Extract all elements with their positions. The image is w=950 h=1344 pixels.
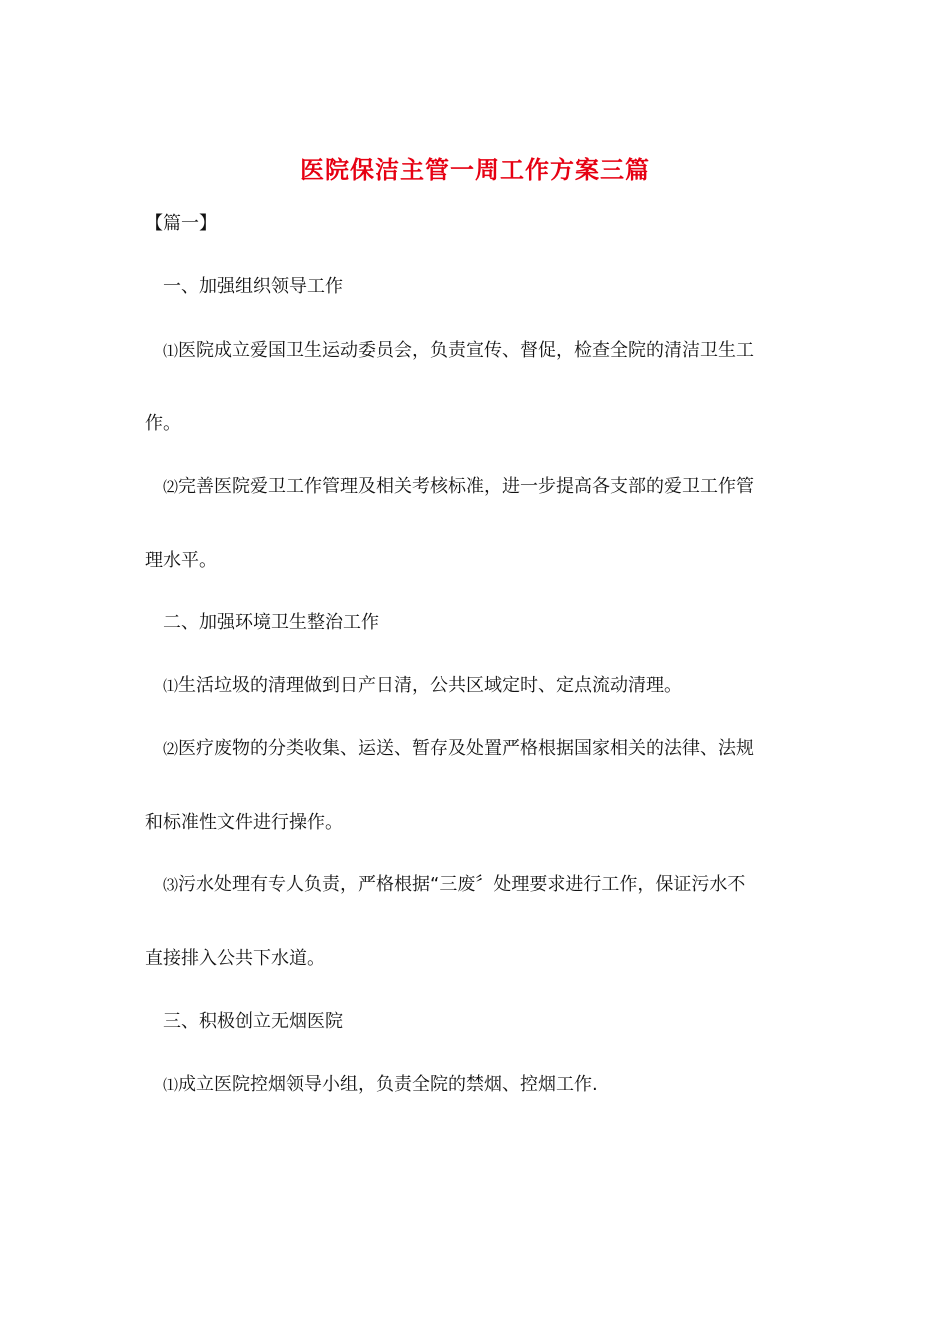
paragraph-text: 污水处理有专人负责，严格根据“三废〞处理要求进行工作，保证污水不 [178, 874, 746, 895]
paragraph-text: 完善医院爱卫工作管理及相关考核标准，进一步提高各支部的爱卫工作管 [178, 476, 755, 497]
paragraph-4-line-2: 和标准性文件进行操作。 [145, 812, 343, 833]
paragraph-6-line-1 [163, 1073, 598, 1097]
item-number: ⑶ [163, 876, 179, 894]
item-number: ⑴ [163, 342, 179, 360]
paragraph-5-line-1 [163, 873, 745, 897]
item-number: ⑵ [163, 478, 179, 496]
item-number: ⑴ [163, 1076, 179, 1094]
paragraph-5-line-2: 直接排入公共下水道。 [145, 948, 325, 969]
paragraph-text: 医院成立爱国卫生运动委员会，负责宣传、督促，检查全院的清洁卫生工 [178, 340, 755, 361]
section-label: 【篇一】 [145, 213, 217, 234]
paragraph-3-line-1 [163, 674, 682, 698]
paragraph-text: 生活垃圾的清理做到日产日清，公共区域定时、定点流动清理。 [178, 675, 683, 696]
item-number: ⑵ [163, 740, 179, 758]
paragraph-text: 成立医院控烟领导小组，负责全院的禁烟、控烟工作. [178, 1074, 598, 1095]
item-number: ⑴ [163, 677, 179, 695]
paragraph-2-line-2: 理水平。 [145, 550, 217, 571]
heading-3: 三、积极创立无烟医院 [163, 1011, 343, 1032]
paragraph-2-line-1 [163, 475, 754, 499]
paragraph-text: 医疗废物的分类收集、运送、暂存及处置严格根据国家相关的法律、法规 [178, 738, 755, 759]
paragraph-1-line-1 [163, 339, 754, 363]
document-title: 医院保洁主管一周工作方案三篇 [300, 155, 650, 184]
paragraph-4-line-1 [163, 737, 754, 761]
heading-2: 二、加强环境卫生整治工作 [163, 612, 379, 633]
heading-1: 一、加强组织领导工作 [163, 276, 343, 297]
paragraph-1-line-2: 作。 [145, 413, 181, 434]
